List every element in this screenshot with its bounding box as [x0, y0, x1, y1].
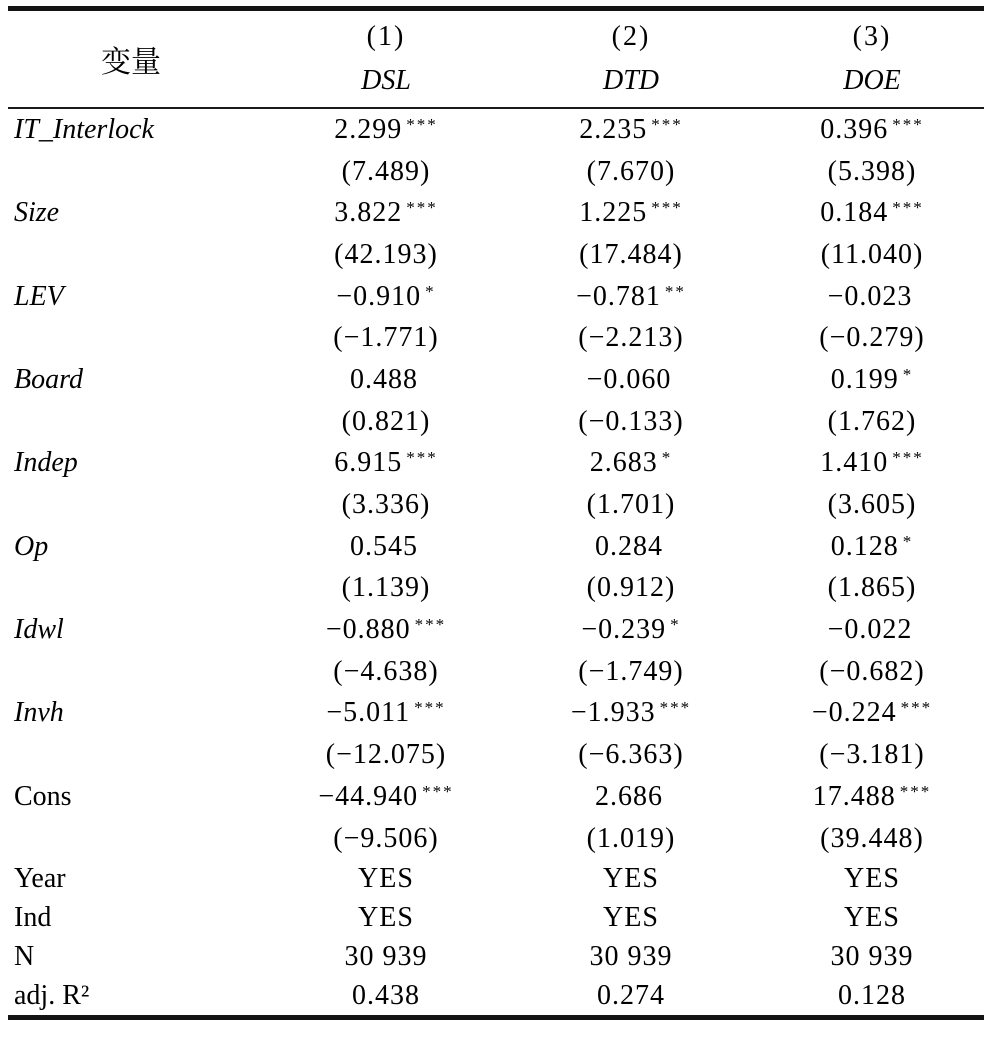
coefficient-cell [262, 531, 510, 563]
variable-label: Cons [14, 780, 72, 812]
tstat-cell: (−1.771) [333, 322, 439, 354]
significance-stars: *** [406, 448, 438, 468]
variable-label: Invh [14, 697, 64, 729]
column-header-3 [752, 11, 992, 107]
tstat-cell: (7.489) [341, 155, 431, 187]
significance-stars: ** [664, 281, 686, 301]
coefficient-value: 1.225 [579, 197, 648, 229]
tstat-cell: (0.912) [586, 572, 676, 604]
meta-value: YES [844, 862, 900, 894]
coefficient-cell [510, 781, 752, 813]
meta-label: adj. R² [14, 979, 90, 1011]
tstat-cell: (5.398) [827, 155, 917, 187]
coefficient-value: −44.940 [318, 780, 419, 812]
column-header-2 [510, 11, 752, 107]
model-name: DOE [843, 65, 901, 96]
coefficient-cell [510, 197, 752, 229]
coefficient-value: −0.060 [586, 363, 672, 395]
meta-value: YES [603, 901, 659, 933]
coefficient-cell [262, 114, 510, 146]
meta-row-year [0, 859, 992, 898]
coefficient-value: −0.224 [811, 697, 897, 729]
tstat-row [0, 151, 992, 193]
tstat-cell: (−12.075) [325, 739, 447, 771]
tstat-cell: (1.019) [586, 822, 676, 854]
coefficient-value: −0.023 [827, 280, 913, 312]
significance-stars: *** [422, 781, 454, 801]
meta-value: YES [358, 901, 414, 933]
coefficient-value: −0.239 [581, 614, 667, 646]
coefficient-value: −0.781 [576, 280, 661, 312]
tstat-cell: (11.040) [820, 238, 924, 270]
table-row [0, 276, 992, 318]
coefficient-value: 0.396 [820, 113, 889, 145]
meta-label: Ind [14, 901, 52, 933]
coefficient-value: 1.410 [820, 447, 889, 479]
variable-label: Idwl [14, 614, 64, 646]
tstat-row [0, 568, 992, 610]
tstat-cell: (−4.638) [333, 655, 439, 687]
table-row [0, 109, 992, 151]
coefficient-value: 0.545 [350, 530, 418, 562]
significance-stars: *** [892, 114, 924, 134]
coefficient-cell [510, 531, 752, 563]
tstat-cell: (42.193) [334, 238, 438, 270]
variable-label: LEV [14, 280, 64, 312]
significance-stars: *** [659, 698, 692, 718]
coefficient-cell [262, 781, 510, 813]
coefficient-cell [752, 114, 992, 146]
table-row [0, 443, 992, 485]
meta-value: YES [358, 862, 414, 894]
tstat-cell: (−2.213) [578, 322, 684, 354]
model-number: (3) [852, 21, 892, 52]
coefficient-cell [262, 281, 510, 313]
variable-label: Size [14, 197, 60, 229]
significance-stars: *** [900, 698, 933, 718]
meta-row-adj-r2 [0, 976, 992, 1015]
variable-column-header: 变量 [101, 46, 161, 79]
coefficient-cell [752, 281, 992, 313]
model-name: DSL [361, 65, 411, 96]
coefficient-cell [262, 364, 510, 396]
coefficient-value: 2.235 [579, 113, 648, 145]
meta-value: 30 939 [830, 940, 914, 972]
tstat-row [0, 818, 992, 860]
significance-stars: *** [406, 114, 438, 134]
table-row [0, 693, 992, 735]
tstat-row [0, 317, 992, 359]
coefficient-cell [752, 781, 992, 813]
coefficient-cell [262, 697, 510, 729]
meta-value: 30 939 [589, 940, 673, 972]
meta-row-ind [0, 898, 992, 937]
table-row [0, 609, 992, 651]
coefficient-value: 2.299 [334, 113, 403, 145]
significance-stars: *** [414, 698, 446, 718]
coefficient-cell [262, 447, 510, 479]
tstat-cell: (1.701) [586, 489, 676, 521]
coefficient-value: −0.880 [325, 614, 411, 646]
coefficient-value: 2.686 [595, 780, 663, 812]
coefficient-value: 2.683 [589, 447, 658, 479]
coefficient-value: 0.199 [830, 363, 899, 395]
tstat-cell: (3.605) [827, 489, 917, 521]
coefficient-value: −0.022 [827, 614, 913, 646]
significance-stars: *** [892, 448, 924, 468]
model-number: (2) [611, 21, 651, 52]
tstat-cell: (3.336) [341, 489, 431, 521]
coefficient-value: −0.910 [336, 280, 422, 312]
significance-stars: * [661, 448, 673, 468]
model-number: (1) [366, 21, 406, 52]
coefficient-cell [752, 614, 992, 646]
coefficient-value: 3.822 [334, 197, 403, 229]
tstat-cell: (−0.682) [819, 655, 925, 687]
coefficient-cell [510, 614, 752, 646]
variable-label: Op [14, 530, 49, 562]
model-name: DTD [602, 65, 659, 96]
tstat-row [0, 401, 992, 443]
column-header-1 [262, 11, 510, 107]
significance-stars: *** [651, 114, 683, 134]
coefficient-cell [262, 197, 510, 229]
coefficient-cell [752, 447, 992, 479]
coefficient-value: 17.488 [812, 780, 896, 812]
tstat-cell: (1.762) [827, 405, 917, 437]
header-row [0, 11, 992, 107]
tstat-cell: (−6.363) [578, 739, 684, 771]
table-row [0, 359, 992, 401]
significance-stars: *** [892, 198, 924, 218]
tstat-row [0, 651, 992, 693]
tstat-cell: (−0.279) [819, 322, 925, 354]
meta-label: N [14, 940, 35, 972]
variable-label: Indep [14, 447, 78, 479]
coefficient-value: −1.933 [570, 697, 656, 729]
tstat-cell: (1.865) [827, 572, 917, 604]
tstat-cell: (7.670) [586, 155, 676, 187]
tstat-cell: (−1.749) [578, 655, 684, 687]
tstat-cell: (−9.506) [333, 822, 439, 854]
coefficient-cell [752, 697, 992, 729]
significance-stars: *** [414, 615, 447, 635]
tstat-cell: (−0.133) [578, 405, 684, 437]
tstat-cell: (0.821) [341, 405, 431, 437]
tstat-cell: (39.448) [820, 822, 924, 854]
coefficient-cell [752, 531, 992, 563]
significance-stars: * [902, 531, 914, 551]
coefficient-cell [510, 364, 752, 396]
coefficient-cell [752, 197, 992, 229]
significance-stars: *** [899, 781, 932, 801]
meta-value: YES [603, 862, 659, 894]
significance-stars: * [425, 281, 436, 301]
tstat-cell: (17.484) [579, 238, 683, 270]
tstat-cell: (−3.181) [819, 739, 925, 771]
coefficient-value: 0.284 [595, 530, 663, 562]
coefficient-value: −5.011 [326, 697, 411, 729]
coefficient-value: 0.488 [350, 363, 418, 395]
variable-label: IT_Interlock [14, 113, 154, 145]
significance-stars: *** [406, 198, 438, 218]
table-row [0, 776, 992, 818]
significance-stars: * [902, 364, 914, 384]
coefficient-cell [510, 447, 752, 479]
meta-value: 0.274 [597, 979, 665, 1011]
table-row [0, 192, 992, 234]
meta-value: 0.128 [838, 979, 906, 1011]
significance-stars: * [670, 615, 681, 635]
significance-stars: *** [651, 198, 683, 218]
tstat-cell: (1.139) [341, 572, 431, 604]
coefficient-cell [752, 364, 992, 396]
tstat-row [0, 234, 992, 276]
coefficient-cell [510, 697, 752, 729]
meta-value: 0.438 [352, 979, 420, 1011]
meta-row-n [0, 937, 992, 976]
table-row [0, 526, 992, 568]
coefficient-cell [262, 614, 510, 646]
coefficient-value: 0.184 [820, 197, 889, 229]
coefficient-value: 0.128 [830, 530, 899, 562]
tstat-row [0, 734, 992, 776]
variable-label: Board [14, 363, 83, 395]
coefficient-cell [510, 114, 752, 146]
tstat-row [0, 484, 992, 526]
meta-label: Year [14, 862, 66, 894]
meta-value: YES [844, 901, 900, 933]
coefficient-cell [510, 281, 752, 313]
coefficient-value: 6.915 [334, 447, 403, 479]
meta-value: 30 939 [344, 940, 428, 972]
